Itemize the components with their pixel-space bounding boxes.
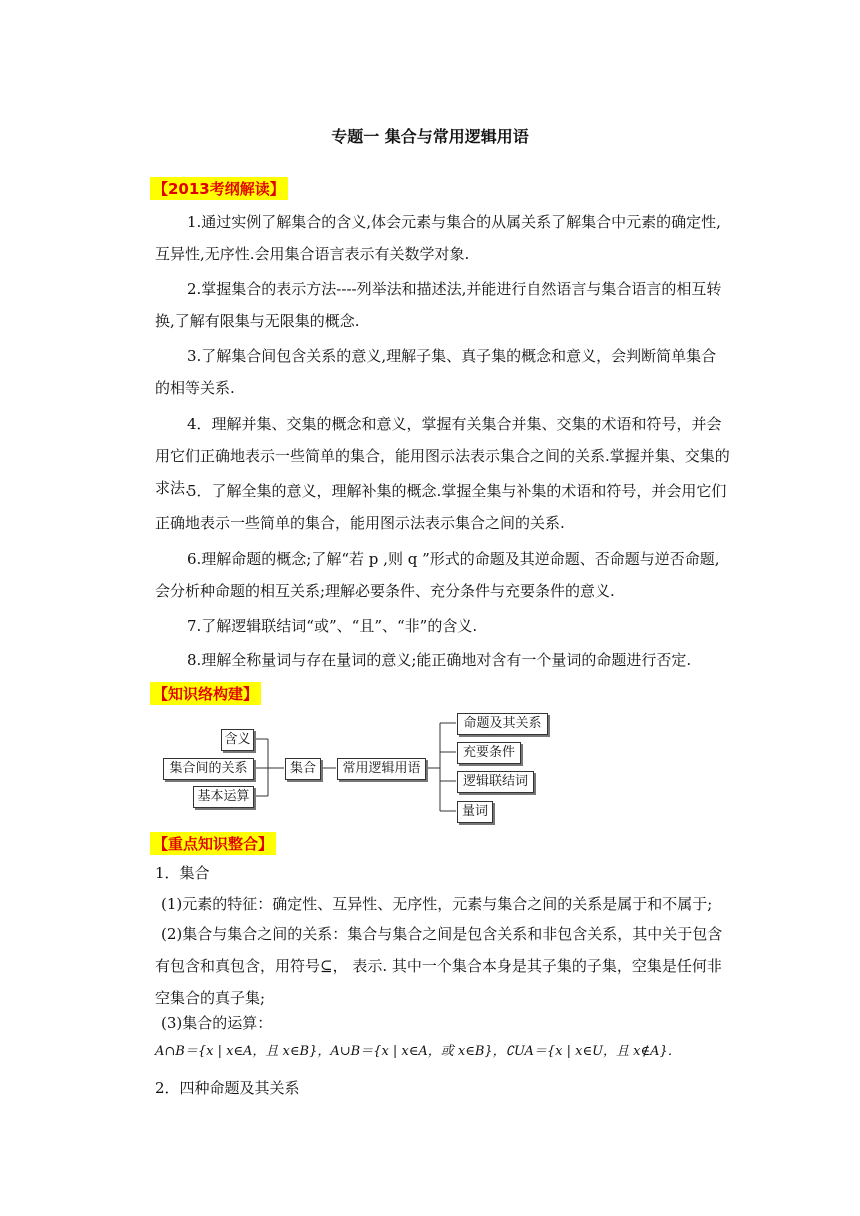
diagram-node-basic-operations: 基本运算 — [193, 786, 254, 808]
outline-item: 1.通过实例了解集合的含义,体会元素与集合的从属关系了解集合中元素的确定性,互异性,无序性.会用集合语言表示有关数学对象. — [155, 213, 721, 263]
section-tag-framework: 【知识络构建】 — [150, 682, 261, 705]
key-paragraph: (3)集合的运算： — [161, 1014, 273, 1032]
outline-item: 8.理解全称量词与存在量词的意义;能正确地对含有一个量词的命题进行否定. — [187, 651, 692, 669]
key-heading-propositions: 2．四种命题及其关系 — [155, 1079, 300, 1097]
page-title: 专题一 集合与常用逻辑用语 — [331, 127, 529, 146]
diagram-node-propositions: 命题及其关系 — [457, 713, 548, 735]
outline-item: 2.掌握集合的表示方法----列举法和描述法,并能进行自然语言与集合语言的相互转换,了解有限集与无限集的概念. — [155, 280, 722, 330]
set-operation-formula: A∩B＝{x | x∈A，且 x∈B}，A∪B＝{x | x∈A，或 x∈B}，∁UA＝{x | x∈U，且 x∉A}． — [155, 1044, 681, 1059]
section-tag-key: 【重点知识整合】 — [150, 832, 276, 855]
diagram-node-set-relations: 集合间的关系 — [163, 758, 254, 780]
key-paragraph: (2)集合与集合之间的关系：集合与集合之间是包含关系和非包含关系，其中关于包含有包含和真包含，用符号⊆， 表示. 其中一个集合本身是其子集的子集，空集是任何非空集合的真子集; — [155, 925, 723, 1007]
diagram-node-quantifiers: 量词 — [457, 801, 493, 823]
outline-item: 4．理解并集、交集的概念和意义，掌握有关集合并集、交集的术语和符号，并会用它们正确地表示一些简单的集合，能用图示法表示集合之间的关系.掌握并集、交集的求法. — [155, 415, 730, 497]
outline-item: 7.了解逻辑联结词“或”、“且”、“非”的含义. — [187, 617, 478, 635]
outline-item: 6.理解命题的概念;了解“若 p ,则 q ”形式的命题及其逆命题、否命题与逆否命题,会分析种命题的相互关系;理解必要条件、充分条件与充要条件的意义. — [155, 550, 720, 600]
outline-item: 3.了解集合间包含关系的意义,理解子集、真子集的概念和意义，会判断简单集合的相等关系. — [155, 347, 717, 397]
outline-item: 5．了解全集的意义，理解补集的概念.掌握全集与补集的术语和符号，并会用它们正确地表示一些简单的集合，能用图示法表示集合之间的关系. — [155, 482, 727, 532]
diagram-node-meaning: 含义 — [221, 729, 254, 751]
key-paragraph: (1)元素的特征：确定性、互异性、无序性，元素与集合之间的关系是属于和不属于; — [161, 895, 713, 913]
key-heading-sets: 1．集合 — [155, 864, 210, 882]
diagram-node-connectives: 逻辑联结词 — [457, 771, 534, 793]
diagram-node-logic-terms: 常用逻辑用语 — [337, 758, 426, 780]
section-tag-outline: 【2013考纲解读】 — [150, 177, 288, 200]
diagram-node-conditions: 充要条件 — [457, 742, 521, 764]
diagram-node-set: 集合 — [285, 758, 321, 780]
